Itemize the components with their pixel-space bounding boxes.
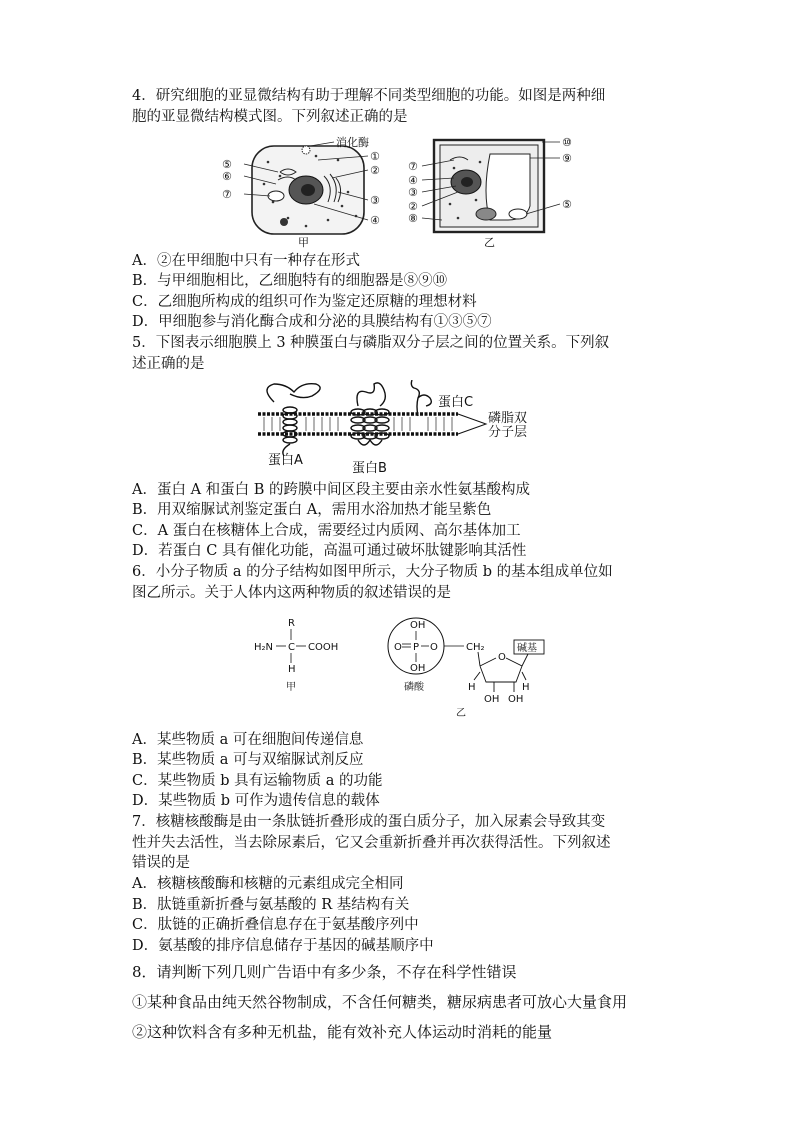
q6-option-a: A．某些物质 a 可在细胞间传递信息 <box>132 732 364 748</box>
label-9-b: ⑨ <box>562 152 572 165</box>
label-protein-c: 蛋白C <box>438 395 474 410</box>
q8-stem: 8．请判断下列几则广告语中有多少条，不存在科学性错误 <box>132 963 517 981</box>
q8-item-1: ①某种食品由纯天然谷物制成，不含任何糖类，糖尿病患者可放心大量食用 <box>132 993 628 1011</box>
label-enzyme: 消化酶 <box>336 136 369 149</box>
label-phosphate: 磷酸 <box>404 682 424 693</box>
q4-option-a: A．②在甲细胞中只有一种存在形式 <box>132 253 360 269</box>
q5-stem-line1: 5．下图表示细胞膜上 3 种膜蛋白与磷脂双分子层之间的位置关系。下列叙 <box>132 335 610 351</box>
label-10-b: ⑩ <box>562 136 572 149</box>
q7-option-c: C．肽链的正确折叠信息存在于氨基酸序列中 <box>132 917 419 933</box>
q4-option-c: C．乙细胞所构成的组织可作为鉴定还原糖的理想材料 <box>132 294 477 310</box>
label-7-b: ⑦ <box>408 160 418 173</box>
label-3-b: ③ <box>408 186 418 199</box>
protein-b <box>351 383 389 445</box>
q4-stem-line1: 4．研究细胞的亚显微结构有助于理解不同类型细胞的功能。如图是两种细 <box>132 88 606 104</box>
q6-option-c: C．某些物质 b 具有运输物质 a 的功能 <box>132 773 383 789</box>
label-5-b: ⑤ <box>562 198 572 211</box>
label-bilayer-2: 分子层 <box>488 425 528 440</box>
label-protein-a: 蛋白A <box>268 453 303 468</box>
q7-stem-line3: 错误的是 <box>132 855 190 871</box>
label-cooh: COOH <box>308 642 339 653</box>
label-ch2: CH₂ <box>466 642 485 653</box>
q5-option-b: B．用双缩脲试剂鉴定蛋白 A，需用水浴加热才能呈紫色 <box>132 502 492 518</box>
q5-option-a: A．蛋白 A 和蛋白 B 的跨膜中间区段主要由亲水性氨基酸构成 <box>132 482 531 498</box>
label-jia: 甲 <box>298 236 309 249</box>
q6-option-b: B．某些物质 a 可与双缩脲试剂反应 <box>132 752 364 768</box>
label-1-a: ① <box>370 150 380 163</box>
q6-molecule-figure <box>250 616 550 720</box>
q7-option-b: B．肽链重新折叠与氨基酸的 R 基结构有关 <box>132 897 410 913</box>
label-c: C <box>288 642 295 653</box>
animal-cell <box>252 146 364 234</box>
label-6-a: ⑥ <box>222 170 232 183</box>
label-h: H <box>288 664 296 675</box>
label-base: 碱基 <box>517 643 537 654</box>
label-yi-6: 乙 <box>456 708 466 719</box>
label-4-b: ④ <box>408 174 418 187</box>
q5-option-d: D．若蛋白 C 具有催化功能，高温可通过破坏肽键影响其活性 <box>132 543 527 559</box>
label-h-left: H <box>468 682 476 693</box>
label-jia-6: 甲 <box>286 682 296 693</box>
label-2-b: ② <box>408 200 418 213</box>
q4-cell-figure <box>218 132 580 250</box>
protein-c <box>411 380 431 416</box>
plant-cell <box>434 140 544 232</box>
label-h2n: H₂N <box>254 642 274 653</box>
label-protein-b: 蛋白B <box>352 461 387 476</box>
q7-stem-line2: 性并失去活性，当去除尿素后，它又会重新折叠并再次获得活性。下列叙述 <box>132 835 611 851</box>
q5-stem-line2: 述正确的是 <box>132 356 205 372</box>
q6-option-d: D．某些物质 b 可作为遗传信息的载体 <box>132 793 380 809</box>
label-oh-top: OH <box>410 620 426 631</box>
label-oh-right: OH <box>508 694 524 705</box>
label-o-eq: O <box>394 642 402 653</box>
label-5-a: ⑤ <box>222 158 232 171</box>
label-oh-left: OH <box>484 694 500 705</box>
label-3-a: ③ <box>370 194 380 207</box>
amino-acid <box>254 618 338 693</box>
label-7-a: ⑦ <box>222 188 232 201</box>
q5-membrane-figure <box>254 380 554 476</box>
q4-option-b: B．与甲细胞相比，乙细胞特有的细胞器是⑧⑨⑩ <box>132 273 448 289</box>
q4-stem-line2: 胞的亚显微结构模式图。下列叙述正确的是 <box>132 109 408 125</box>
label-o-right: O <box>430 642 438 653</box>
q8-item-2: ②这种饮料含有多种无机盐，能有效补充人体运动时消耗的能量 <box>132 1023 553 1041</box>
q5-option-c: C．A 蛋白在核糖体上合成，需要经过内质网、高尔基体加工 <box>132 523 521 539</box>
label-4-a: ④ <box>370 214 380 227</box>
q4-option-d: D．甲细胞参与消化酶合成和分泌的具膜结构有①③⑤⑦ <box>132 314 492 330</box>
label-oh-bottom: OH <box>410 663 426 674</box>
label-bilayer-1: 磷脂双 <box>488 411 528 426</box>
q6-stem-line1: 6．小分子物质 a 的分子结构如图甲所示，大分子物质 b 的基本组成单位如 <box>132 564 613 580</box>
label-p: P <box>413 642 420 653</box>
q7-stem-line1: 7．核糖核酸酶是由一条肽链折叠形成的蛋白质分子，加入尿素会导致其变 <box>132 814 606 830</box>
label-o-ring: O <box>498 652 506 663</box>
label-h-right: H <box>522 682 530 693</box>
q6-stem-line2: 图乙所示。关于人体内这两种物质的叙述错误的是 <box>132 585 451 601</box>
q7-option-a: A．核糖核酸酶和核糖的元素组成完全相同 <box>132 876 404 892</box>
q7-option-d: D．氨基酸的排序信息储存于基因的碱基顺序中 <box>132 938 434 954</box>
label-yi: 乙 <box>484 236 495 249</box>
label-2-a: ② <box>370 164 380 177</box>
label-8-b: ⑧ <box>408 212 418 225</box>
label-r: R <box>288 618 295 629</box>
